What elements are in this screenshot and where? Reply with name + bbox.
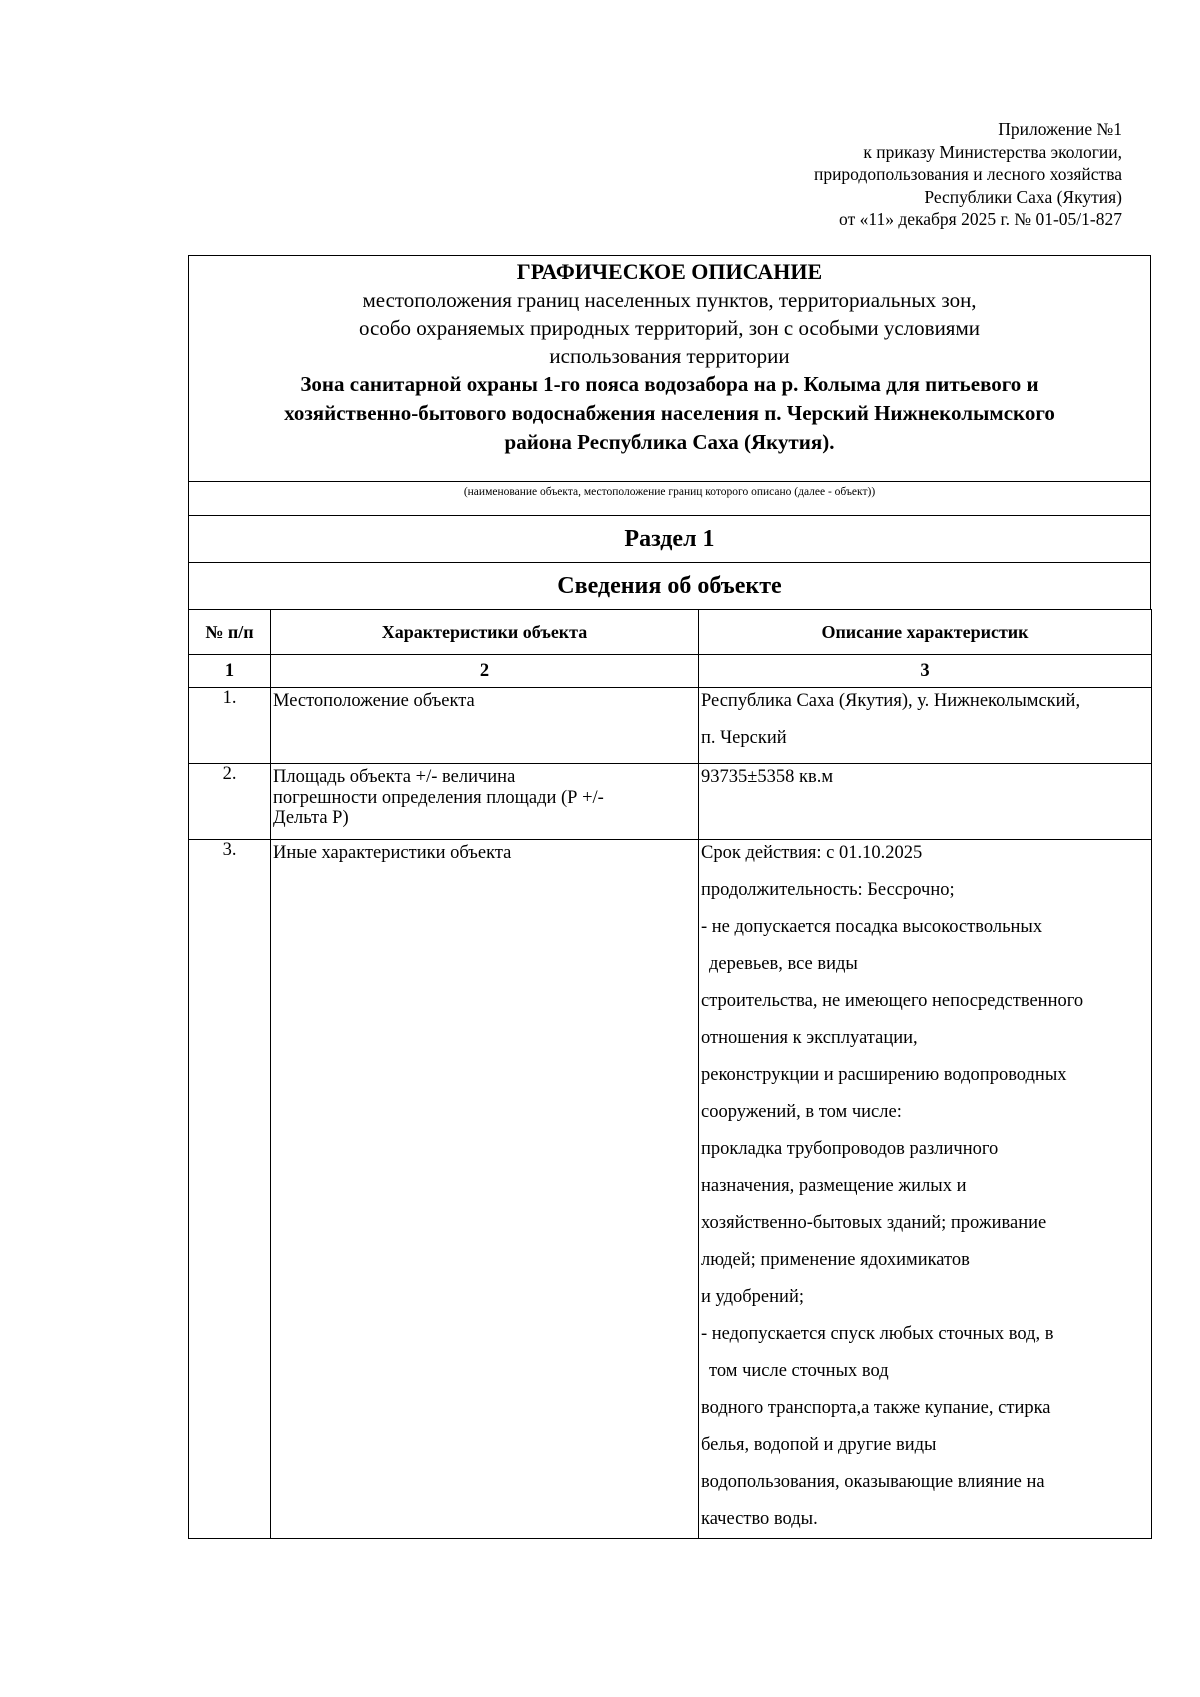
row-description xyxy=(699,764,1152,840)
row-description xyxy=(699,840,1152,1539)
characteristic-line: Дельта Р) xyxy=(273,808,349,828)
description-line: 93735±5358 кв.м xyxy=(701,767,834,787)
description-line: качество воды. xyxy=(701,1509,818,1529)
row-characteristic xyxy=(271,764,699,840)
description-line: том числе сточных вод xyxy=(709,1361,889,1381)
column-number: 3 xyxy=(699,655,1152,688)
object-name-line: хозяйственно-бытового водоснабжения населения п. Черский Нижнеколымского xyxy=(284,401,1055,425)
appendix-header xyxy=(814,118,1122,231)
title-block xyxy=(188,255,1151,481)
description-line: и удобрений; xyxy=(701,1287,804,1307)
description-line: п. Черский xyxy=(701,728,787,748)
section-name: Сведения об объекте xyxy=(188,562,1151,609)
appendix-line: от «11» декабря 2025 г. № 01-05/1-827 xyxy=(839,209,1122,229)
title-subline: использования территории xyxy=(549,344,790,368)
description-line: хозяйственно-бытовых зданий; проживание xyxy=(701,1213,1047,1233)
characteristic-line: Площадь объекта +/- величина xyxy=(273,767,516,787)
object-name-line: района Республика Саха (Якутия). xyxy=(504,430,835,454)
characteristics-table xyxy=(188,609,1152,1539)
description-line: Республика Саха (Якутия), у. Нижнеколымский, xyxy=(701,691,1081,711)
table-row xyxy=(189,764,1152,840)
row-number: 3. xyxy=(189,840,271,1539)
appendix-line: природопользования и лесного хозяйства xyxy=(813,164,1122,184)
table-header-row xyxy=(189,610,1152,655)
title-subline: особо охраняемых природных территорий, зон с особыми условиями xyxy=(359,316,980,340)
description-line: - недопускается спуск любых сточных вод, в xyxy=(701,1324,1054,1344)
row-characteristic: Иные характеристики объекта xyxy=(271,840,699,1539)
document-frame xyxy=(188,255,1151,1539)
description-line: назначения, размещение жилых и xyxy=(701,1176,967,1196)
header-cell: Характеристики объекта xyxy=(271,610,699,655)
row-number: 2. xyxy=(189,764,271,840)
description-line: отношения к эксплуатации, xyxy=(701,1028,918,1048)
description-line: белья, водопой и другие виды xyxy=(701,1435,937,1455)
object-note: (наименование объекта, местоположение границ которого описано (далее - объект)) xyxy=(188,481,1151,515)
header-cell: № п/п xyxy=(189,610,271,655)
description-line: деревьев, все виды xyxy=(709,954,858,974)
description-line: прокладка трубопроводов различного xyxy=(701,1139,999,1159)
description-line: людей; применение ядохимикатов xyxy=(701,1250,970,1270)
table-row xyxy=(189,840,1152,1539)
description-line: реконструкции и расширению водопроводных xyxy=(701,1065,1067,1085)
appendix-line: Республики Саха (Якутия) xyxy=(924,186,1122,207)
row-description xyxy=(699,688,1152,764)
column-number: 1 xyxy=(189,655,271,688)
description-line: - не допускается посадка высокоствольных xyxy=(701,917,1043,937)
description-line: водопользования, оказывающие влияние на xyxy=(701,1472,1045,1492)
appendix-line: к приказу Министерства экологии, xyxy=(863,141,1122,162)
object-name-line: Зона санитарной охраны 1-го пояса водозабора на р. Колыма для питьевого и xyxy=(300,372,1039,396)
description-line: водного транспорта,а также купание, стирка xyxy=(701,1398,1051,1418)
description-line: продолжительность: Бессрочно; xyxy=(701,880,955,900)
title-subline: местоположения границ населенных пунктов, территориальных зон, xyxy=(362,288,977,312)
description-line: сооружений, в том числе: xyxy=(701,1102,902,1122)
section-number: Раздел 1 xyxy=(188,515,1151,562)
table-row xyxy=(189,688,1152,764)
document-title: ГРАФИЧЕСКОЕ ОПИСАНИЕ xyxy=(516,259,823,284)
row-number: 1. xyxy=(189,688,271,764)
description-line: строительства, не имеющего непосредственного xyxy=(701,991,1084,1011)
column-number: 2 xyxy=(271,655,699,688)
description-line: Срок действия: с 01.10.2025 xyxy=(701,843,923,863)
characteristic-line: погрешности определения площади (Р +/- xyxy=(273,787,604,808)
header-cell: Описание характеристик xyxy=(699,610,1152,655)
row-characteristic: Местоположение объекта xyxy=(271,688,699,764)
appendix-line: Приложение №1 xyxy=(998,119,1122,139)
